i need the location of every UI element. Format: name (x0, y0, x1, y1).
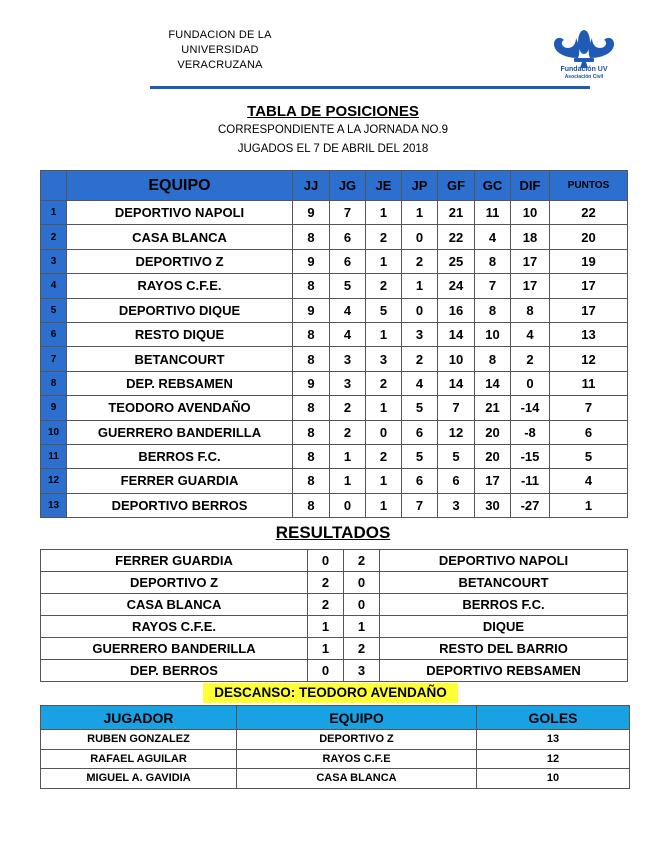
scorer-row (41, 769, 630, 789)
jg-cell: 6 (330, 225, 366, 249)
gf-cell: 14 (438, 322, 475, 346)
puntos-cell: 22 (550, 201, 628, 225)
subtitle-date: JUGADOS EL 7 DE ABRIL DEL 2018 (237, 143, 429, 155)
team-name: DEPORTIVO DIQUE (67, 298, 293, 322)
rank-cell: 6 (41, 322, 67, 346)
gc-cell: 7 (475, 274, 511, 298)
rank-cell: 10 (41, 420, 67, 444)
standings-row (41, 225, 628, 249)
jp-cell: 6 (402, 420, 438, 444)
away-team: BETANCOURT (380, 572, 628, 594)
home-team: CASA BLANCA (41, 594, 308, 616)
je-cell: 1 (366, 201, 402, 225)
away-score: 3 (344, 660, 380, 682)
rank-cell: 8 (41, 371, 67, 395)
jp-cell: 0 (402, 298, 438, 322)
gf-cell: 3 (438, 493, 475, 517)
jp-cell: 1 (402, 201, 438, 225)
header-divider (150, 86, 590, 89)
rank-cell: 1 (41, 201, 67, 225)
home-team: DEP. BERROS (41, 660, 308, 682)
rank-cell: 4 (41, 274, 67, 298)
gf-cell: 21 (438, 201, 475, 225)
dif-cell: -8 (511, 420, 550, 444)
gc-cell: 20 (475, 420, 511, 444)
je-cell: 0 (366, 420, 402, 444)
player-goals: 10 (477, 769, 630, 789)
team-name: BETANCOURT (67, 347, 293, 371)
standings-row (41, 469, 628, 493)
team-name: CASA BLANCA (67, 225, 293, 249)
rank-cell: 7 (41, 347, 67, 371)
home-score: 0 (308, 550, 344, 572)
gc-cell: 14 (475, 371, 511, 395)
jg-cell: 5 (330, 274, 366, 298)
jp-cell: 3 (402, 322, 438, 346)
jg-cell: 1 (330, 469, 366, 493)
je-cell: 2 (366, 225, 402, 249)
logo-text: Fundación UV (560, 66, 608, 73)
org-line-3: VERACRUZANA (177, 59, 263, 71)
home-team: GUERRERO BANDERILLA (41, 638, 308, 660)
away-team: DIQUE (380, 616, 628, 638)
col-jp: JP (402, 171, 438, 201)
jj-cell: 9 (293, 371, 330, 395)
results-title: RESULTADOS (275, 523, 391, 542)
jg-cell: 2 (330, 396, 366, 420)
je-cell: 3 (366, 347, 402, 371)
jg-cell: 4 (330, 322, 366, 346)
result-row (41, 660, 628, 682)
dif-cell: 10 (511, 201, 550, 225)
jp-cell: 4 (402, 371, 438, 395)
home-team: DEPORTIVO Z (41, 572, 308, 594)
team-name: DEPORTIVO Z (67, 249, 293, 273)
jj-cell: 8 (293, 347, 330, 371)
gc-cell: 17 (475, 469, 511, 493)
standings-row (41, 274, 628, 298)
team-name: FERRER GUARDIA (67, 469, 293, 493)
gc-cell: 8 (475, 298, 511, 322)
player-name: MIGUEL A. GAVIDIA (41, 769, 237, 789)
jg-cell: 3 (330, 371, 366, 395)
org-line-2: UNIVERSIDAD (181, 44, 259, 56)
rank-cell: 5 (41, 298, 67, 322)
team-name: DEP. REBSAMEN (67, 371, 293, 395)
gf-cell: 12 (438, 420, 475, 444)
subtitle-jornada: CORRESPONDIENTE A LA JORNADA NO.9 (217, 124, 449, 136)
jp-cell: 0 (402, 225, 438, 249)
dif-cell: 0 (511, 371, 550, 395)
gf-cell: 24 (438, 274, 475, 298)
player-goals: 13 (477, 730, 630, 750)
je-cell: 5 (366, 298, 402, 322)
jg-cell: 1 (330, 444, 366, 468)
rank-cell: 12 (41, 469, 67, 493)
standings-row (41, 444, 628, 468)
home-score: 2 (308, 594, 344, 616)
gf-cell: 25 (438, 249, 475, 273)
gf-cell: 7 (438, 396, 475, 420)
standings-header-row (41, 171, 628, 201)
gc-cell: 4 (475, 225, 511, 249)
org-line-1: FUNDACION DE LA (168, 29, 272, 41)
je-cell: 1 (366, 322, 402, 346)
gf-cell: 16 (438, 298, 475, 322)
puntos-cell: 17 (550, 274, 628, 298)
result-row (41, 594, 628, 616)
away-score: 2 (344, 638, 380, 660)
home-score: 1 (308, 638, 344, 660)
puntos-cell: 6 (550, 420, 628, 444)
result-row (41, 638, 628, 660)
gf-cell: 5 (438, 444, 475, 468)
standings-row (41, 493, 628, 517)
jj-cell: 9 (293, 298, 330, 322)
team-name: RAYOS C.F.E. (67, 274, 293, 298)
puntos-cell: 13 (550, 322, 628, 346)
col-rank (41, 171, 67, 201)
dif-cell: 18 (511, 225, 550, 249)
je-cell: 2 (366, 371, 402, 395)
puntos-cell: 7 (550, 396, 628, 420)
jj-cell: 9 (293, 201, 330, 225)
scorers-header-row (41, 706, 630, 730)
team-name: BERROS F.C. (67, 444, 293, 468)
team-name: DEPORTIVO NAPOLI (67, 201, 293, 225)
team-name: TEODORO AVENDAÑO (67, 396, 293, 420)
dif-cell: 4 (511, 322, 550, 346)
standings-row (41, 347, 628, 371)
top-scorers-table (40, 705, 630, 789)
result-row (41, 616, 628, 638)
jg-cell: 0 (330, 493, 366, 517)
col-jg: JG (330, 171, 366, 201)
standings-row (41, 420, 628, 444)
result-row (41, 550, 628, 572)
standings-row (41, 396, 628, 420)
col-gf: GF (438, 171, 475, 201)
home-score: 0 (308, 660, 344, 682)
jp-cell: 1 (402, 274, 438, 298)
gf-cell: 22 (438, 225, 475, 249)
jj-cell: 8 (293, 493, 330, 517)
rank-cell: 3 (41, 249, 67, 273)
standings-table (40, 170, 628, 518)
je-cell: 2 (366, 444, 402, 468)
player-team: DEPORTIVO Z (237, 730, 477, 750)
col-goles: GOLES (477, 706, 630, 730)
col-puntos: PUNTOS (550, 171, 628, 201)
home-team: RAYOS C.F.E. (41, 616, 308, 638)
standings-row (41, 371, 628, 395)
away-team: DEPORTIVO NAPOLI (380, 550, 628, 572)
gc-cell: 30 (475, 493, 511, 517)
puntos-cell: 5 (550, 444, 628, 468)
away-score: 0 (344, 594, 380, 616)
col-jj: JJ (293, 171, 330, 201)
player-name: RAFAEL AGUILAR (41, 749, 237, 769)
jg-cell: 3 (330, 347, 366, 371)
rank-cell: 9 (41, 396, 67, 420)
jp-cell: 7 (402, 493, 438, 517)
jg-cell: 6 (330, 249, 366, 273)
page-title: TABLA DE POSICIONES (247, 103, 419, 120)
jg-cell: 2 (330, 420, 366, 444)
scorer-row (41, 749, 630, 769)
dif-cell: 8 (511, 298, 550, 322)
gc-cell: 10 (475, 322, 511, 346)
standings-row (41, 298, 628, 322)
jj-cell: 8 (293, 225, 330, 249)
gc-cell: 20 (475, 444, 511, 468)
jj-cell: 8 (293, 444, 330, 468)
gc-cell: 8 (475, 249, 511, 273)
team-name: GUERRERO BANDERILLA (67, 420, 293, 444)
dif-cell: 17 (511, 274, 550, 298)
player-name: RUBEN GONZALEZ (41, 730, 237, 750)
home-team: FERRER GUARDIA (41, 550, 308, 572)
standings-row (41, 249, 628, 273)
away-team: RESTO DEL BARRIO (380, 638, 628, 660)
descanso-banner: DESCANSO: TEODORO AVENDAÑO (203, 683, 458, 703)
dif-cell: -11 (511, 469, 550, 493)
scorer-row (41, 730, 630, 750)
gc-cell: 11 (475, 201, 511, 225)
puntos-cell: 1 (550, 493, 628, 517)
jj-cell: 8 (293, 274, 330, 298)
jj-cell: 9 (293, 249, 330, 273)
jp-cell: 5 (402, 444, 438, 468)
organization-name (160, 28, 280, 73)
dif-cell: 2 (511, 347, 550, 371)
je-cell: 1 (366, 469, 402, 493)
puntos-cell: 11 (550, 371, 628, 395)
away-score: 0 (344, 572, 380, 594)
gc-cell: 8 (475, 347, 511, 371)
je-cell: 1 (366, 493, 402, 517)
team-name: RESTO DIQUE (67, 322, 293, 346)
team-name: DEPORTIVO BERROS (67, 493, 293, 517)
col-jugador: JUGADOR (41, 706, 237, 730)
home-score: 2 (308, 572, 344, 594)
col-equipo: EQUIPO (67, 171, 293, 201)
away-score: 2 (344, 550, 380, 572)
away-team: DEPORTIVO REBSAMEN (380, 660, 628, 682)
rank-cell: 11 (41, 444, 67, 468)
puntos-cell: 12 (550, 347, 628, 371)
puntos-cell: 20 (550, 225, 628, 249)
standings-row (41, 201, 628, 225)
jp-cell: 2 (402, 249, 438, 273)
je-cell: 2 (366, 274, 402, 298)
player-team: RAYOS C.F.E (237, 749, 477, 769)
gc-cell: 21 (475, 396, 511, 420)
je-cell: 1 (366, 249, 402, 273)
col-dif: DIF (511, 171, 550, 201)
dif-cell: -15 (511, 444, 550, 468)
jg-cell: 4 (330, 298, 366, 322)
col-equipo-scorer: EQUIPO (237, 706, 477, 730)
dif-cell: -14 (511, 396, 550, 420)
gf-cell: 10 (438, 347, 475, 371)
puntos-cell: 19 (550, 249, 628, 273)
away-score: 1 (344, 616, 380, 638)
gf-cell: 6 (438, 469, 475, 493)
standings-row (41, 322, 628, 346)
jj-cell: 8 (293, 420, 330, 444)
logo-subtext: Asociación Civil (564, 74, 604, 80)
je-cell: 1 (366, 396, 402, 420)
jj-cell: 8 (293, 322, 330, 346)
col-je: JE (366, 171, 402, 201)
dif-cell: -27 (511, 493, 550, 517)
rank-cell: 13 (41, 493, 67, 517)
col-gc: GC (475, 171, 511, 201)
puntos-cell: 4 (550, 469, 628, 493)
jp-cell: 5 (402, 396, 438, 420)
jg-cell: 7 (330, 201, 366, 225)
jp-cell: 2 (402, 347, 438, 371)
gf-cell: 14 (438, 371, 475, 395)
dif-cell: 17 (511, 249, 550, 273)
player-goals: 12 (477, 749, 630, 769)
rank-cell: 2 (41, 225, 67, 249)
away-team: BERROS F.C. (380, 594, 628, 616)
player-team: CASA BLANCA (237, 769, 477, 789)
puntos-cell: 17 (550, 298, 628, 322)
jj-cell: 8 (293, 469, 330, 493)
jj-cell: 8 (293, 396, 330, 420)
jp-cell: 6 (402, 469, 438, 493)
home-score: 1 (308, 616, 344, 638)
result-row (41, 572, 628, 594)
results-table (40, 549, 628, 682)
